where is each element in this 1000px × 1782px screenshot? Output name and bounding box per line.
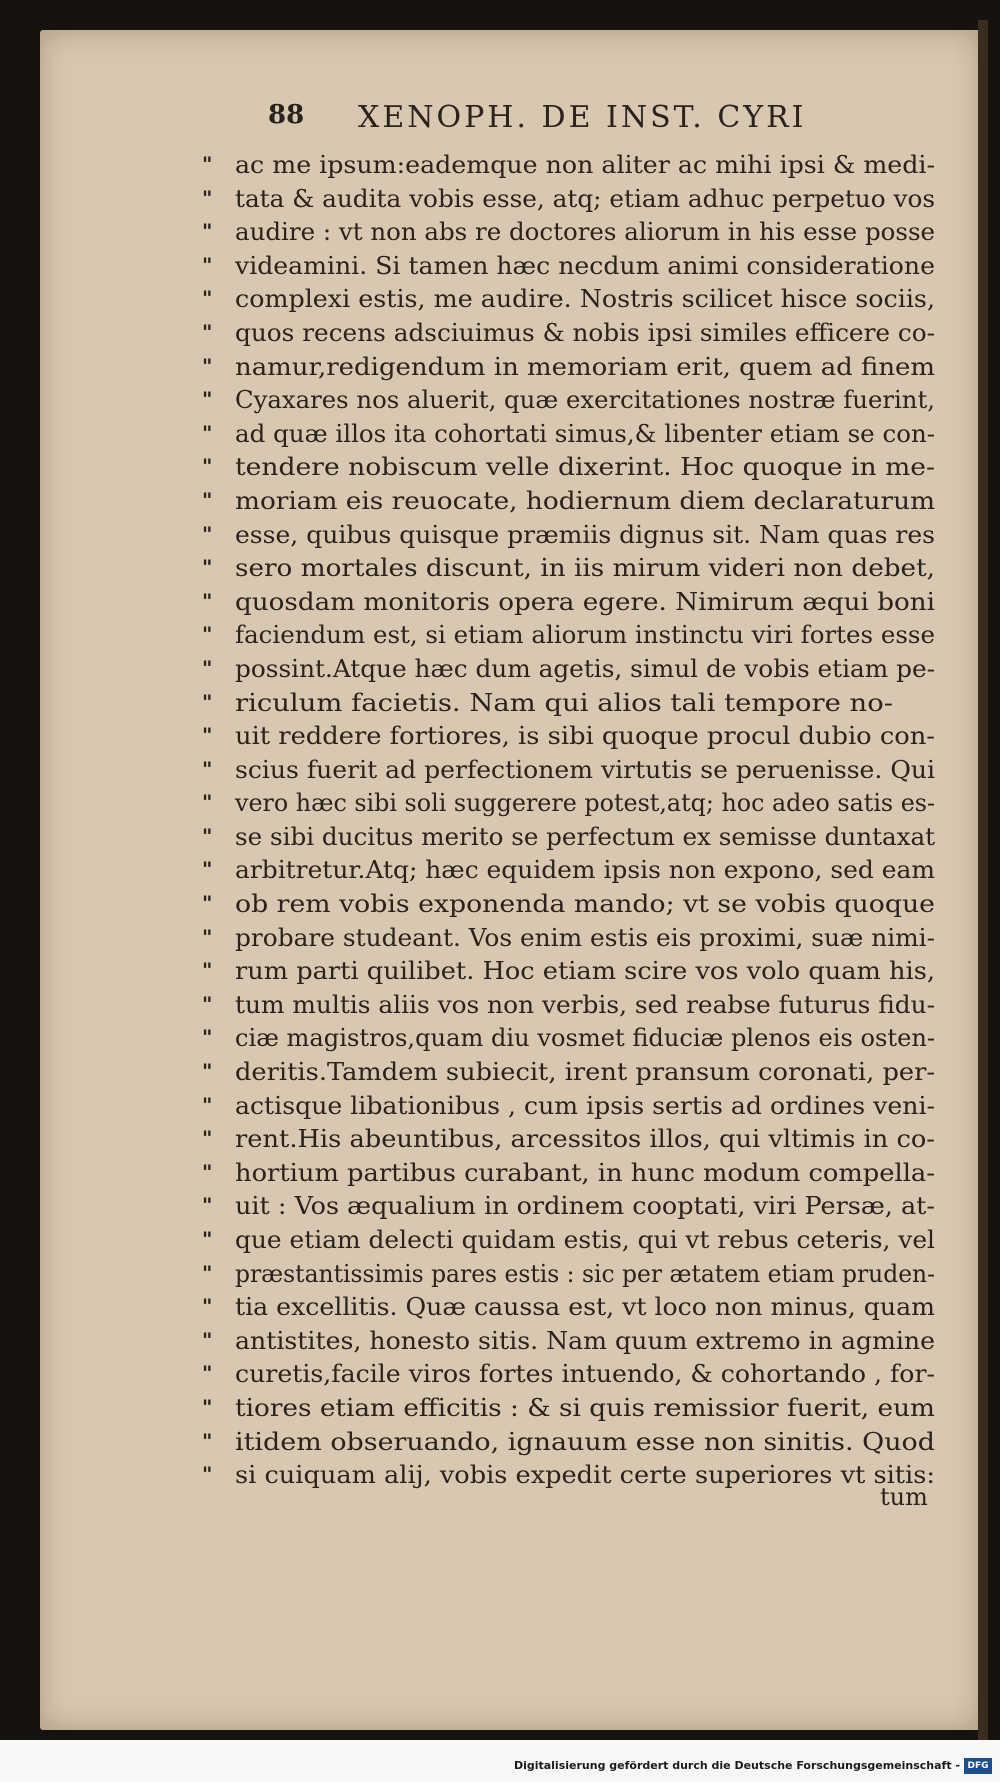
quote-mark: " [202, 1361, 213, 1386]
quote-mark: " [202, 1193, 213, 1218]
running-head: XENOPH. DE INST. CYRI [358, 100, 807, 135]
quote-mark: " [202, 1294, 213, 1319]
quote-mark: " [202, 1025, 213, 1050]
quote-mark: " [202, 219, 213, 244]
text-line [202, 1122, 950, 1156]
quote-mark: " [202, 823, 213, 848]
line-text: sero mortales discunt, in iis mirum videri non debet, [235, 553, 935, 583]
quote-mark: " [202, 252, 213, 277]
text-line [202, 921, 950, 955]
footer-bar [0, 1755, 1000, 1782]
line-text: Cyaxares nos aluerit, quæ exercitationes nostræ fuerint, [235, 385, 935, 415]
text-line [202, 417, 950, 451]
line-text: ciæ magistros,quam diu vosmet fiduciæ plenos eis osten- [235, 1023, 936, 1053]
text-line [202, 1458, 950, 1492]
quote-mark: " [202, 1159, 213, 1184]
text-line [202, 383, 950, 417]
line-text: esse, quibus quisque præmiis dignus sit. Nam quas res [235, 519, 935, 549]
quote-mark: " [202, 1092, 213, 1117]
line-text: tiores etiam efficitis : & si quis remissior fuerit, eum [235, 1392, 935, 1422]
line-text: audire : vt non abs re doctores aliorum in his esse posse [235, 217, 936, 247]
page-edge [978, 20, 988, 1740]
line-text: rum parti quilibet. Hoc etiam scire vos volo quam his, [235, 956, 936, 986]
text-line [202, 753, 950, 787]
quote-mark: " [202, 1428, 213, 1453]
line-text: riculum facietis. Nam qui alios tali tempore no- [235, 687, 894, 717]
text-line [202, 215, 950, 249]
quote-mark: " [202, 454, 213, 479]
text-line [202, 249, 950, 283]
text-line [202, 1089, 950, 1123]
line-text: itidem obseruando, ignauum esse non sinitis. Quod [235, 1426, 936, 1456]
text-line [202, 686, 950, 720]
quote-mark: " [202, 756, 213, 781]
text-line [202, 551, 950, 585]
line-text: rent.His abeuntibus, arcessitos illos, qui vltimis in co- [235, 1124, 935, 1154]
text-line [202, 1257, 950, 1291]
line-text: curetis,facile viros fortes intuendo, & cohortando , for- [235, 1359, 935, 1389]
quote-mark: " [202, 319, 213, 344]
quote-mark: " [202, 1394, 213, 1419]
text-line [202, 1189, 950, 1223]
quote-mark: " [202, 857, 213, 882]
text-line [202, 518, 950, 552]
line-text: tata & audita vobis esse, atq; etiam adhuc perpetuo vos [235, 183, 936, 213]
text-line [202, 484, 950, 518]
text-line [202, 148, 950, 182]
quote-mark: " [202, 487, 213, 512]
quote-mark: " [202, 521, 213, 546]
text-line [202, 1324, 950, 1358]
quote-mark: " [202, 588, 213, 613]
text-line [202, 1357, 950, 1391]
text-line [202, 786, 950, 820]
line-text: quosdam monitoris opera egere. Nimirum æqui boni [235, 586, 936, 616]
text-line [202, 652, 950, 686]
text-line [202, 887, 950, 921]
line-text: actisque libationibus , cum ipsis sertis ad ordines veni- [235, 1090, 935, 1120]
line-text: tendere nobiscum velle dixerint. Hoc quoque in me- [235, 452, 935, 482]
line-text: uit reddere fortiores, is sibi quoque procul dubio con- [235, 721, 935, 751]
text-line [202, 719, 950, 753]
page-header [268, 100, 868, 140]
quote-mark: " [202, 958, 213, 983]
line-text: tum multis aliis vos non verbis, sed reabse futurus fidu- [235, 989, 936, 1019]
text-line [202, 954, 950, 988]
text-line [202, 1290, 950, 1324]
quote-mark: " [202, 152, 213, 176]
text-line [202, 282, 950, 316]
line-text: se sibi ducitus merito se perfectum ex semisse duntaxat [235, 821, 936, 851]
line-text: quos recens adsciuimus & nobis ipsi similes efficere co- [235, 317, 936, 347]
line-text: deritis.Tamdem subiecit, irent pransum coronati, per- [235, 1057, 936, 1087]
quote-mark: " [202, 891, 213, 916]
quote-mark: " [202, 924, 213, 949]
text-line [202, 820, 950, 854]
dfg-logo-icon: DFG [964, 1758, 992, 1774]
quote-mark: " [202, 723, 213, 748]
line-text: tia excellitis. Quæ caussa est, vt loco non minus, quam [235, 1292, 936, 1322]
quote-mark: " [202, 353, 213, 378]
line-text: scius fuerit ad perfectionem virtutis se peruenisse. Qui [235, 754, 936, 784]
line-text: ob rem vobis exponenda mando; vt se vobis quoque [235, 889, 935, 919]
line-text: videamini. Si tamen hæc necdum animi consideratione [235, 250, 935, 280]
quote-mark: " [202, 1462, 213, 1487]
line-text: antistites, honesto sitis. Nam quum extremo in agmine [235, 1325, 935, 1355]
quote-mark: " [202, 991, 213, 1016]
quote-mark: " [202, 286, 213, 311]
line-text: vero hæc sibi soli suggerere potest,atq; hoc adeo satis es- [235, 788, 936, 818]
line-text: uit : Vos æqualium in ordinem cooptati, viri Persæ, at- [235, 1191, 936, 1221]
text-line [202, 853, 950, 887]
line-text: possint.Atque hæc dum agetis, simul de vobis etiam pe- [235, 653, 935, 683]
quote-mark: " [202, 185, 213, 210]
quote-mark: " [202, 790, 213, 815]
text-line [202, 450, 950, 484]
quote-mark: " [202, 1126, 213, 1151]
line-text: si cuiquam alij, vobis expedit certe superiores vt sitis: [235, 1460, 936, 1490]
quote-mark: " [202, 689, 213, 714]
line-text: complexi estis, me audire. Nostris scilicet hisce sociis, [235, 284, 935, 314]
text-line [202, 618, 950, 652]
line-text: que etiam delecti quidam estis, qui vt rebus ceteris, vel [235, 1225, 936, 1254]
catchword: tum [880, 1483, 928, 1511]
quote-mark: " [202, 420, 213, 445]
quote-mark: " [202, 1227, 213, 1251]
text-line [202, 182, 950, 216]
text-line [202, 350, 950, 384]
page-number: 88 [268, 100, 305, 130]
quote-mark: " [202, 555, 213, 580]
quote-mark: " [202, 1260, 213, 1285]
text-line [202, 585, 950, 619]
text-line [202, 1021, 950, 1055]
line-text: præstantissimis pares estis : sic per ætatem etiam pruden- [235, 1258, 936, 1288]
line-text: hortium partibus curabant, in hunc modum compella- [235, 1157, 935, 1187]
line-text: arbitretur.Atq; hæc equidem ipsis non expono, sed eam [235, 855, 935, 885]
line-text: ad quæ illos ita cohortati simus,& libenter etiam se con- [235, 418, 936, 448]
quote-mark: " [202, 655, 213, 680]
line-text: ac me ipsum:eademque non aliter ac mihi ipsi & medi- [235, 150, 936, 179]
line-text: namur,redigendum in memoriam erit, quem ad finem [235, 351, 935, 381]
text-line [202, 1391, 950, 1425]
quote-mark: " [202, 1059, 213, 1084]
quote-mark: " [202, 387, 213, 412]
line-text: probare studeant. Vos enim estis eis proximi, suæ nimi- [235, 922, 936, 952]
body-text [202, 148, 950, 1492]
text-line [202, 1156, 950, 1190]
quote-mark: " [202, 1327, 213, 1352]
text-line [202, 316, 950, 350]
text-line [202, 1055, 950, 1089]
text-line [202, 1223, 950, 1257]
line-text: moriam eis reuocate, hodiernum diem declaraturum [235, 485, 936, 515]
line-text: faciendum est, si etiam aliorum instinctu viri fortes esse [235, 620, 935, 650]
quote-mark: " [202, 622, 213, 647]
funding-credit: Digitalisierung gefördert durch die Deutsche Forschungsgemeinschaft - [513, 1759, 960, 1772]
text-line [202, 988, 950, 1022]
text-line [202, 1425, 950, 1459]
